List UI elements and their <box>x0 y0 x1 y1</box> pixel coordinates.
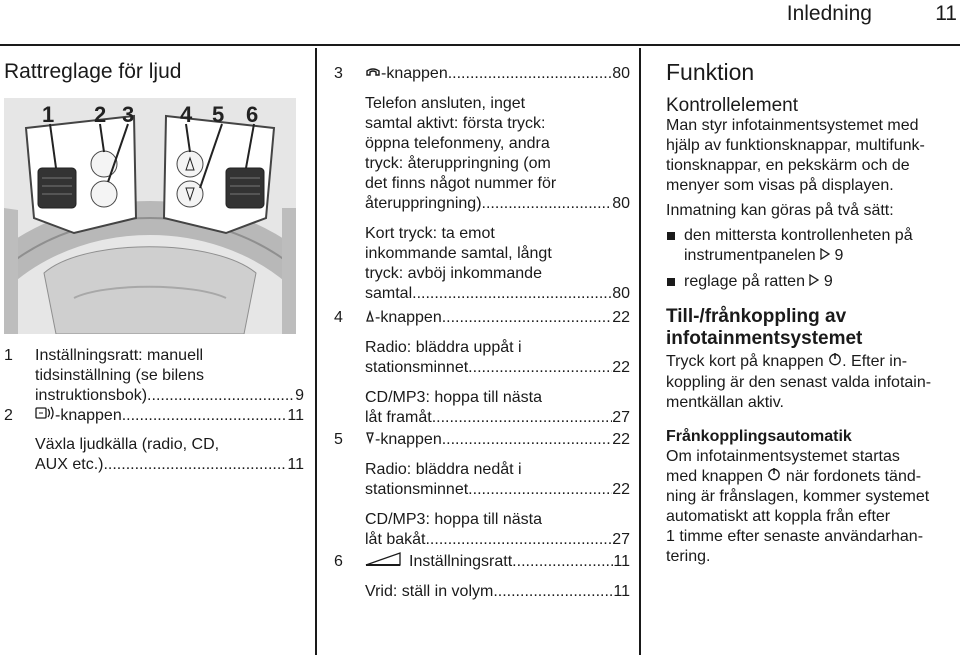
figure-label-2: 2 <box>94 102 107 127</box>
section-title-controls: Rattreglage för ljud <box>4 60 182 83</box>
para-5a <box>365 460 630 500</box>
para-line: ning är frånslagen, kommer systemet <box>666 487 930 505</box>
subheading-line: Till-/frånkoppling av <box>666 306 847 328</box>
page-ref[interactable]: 11 <box>613 553 630 570</box>
para-line: samtal aktivt: första tryck: <box>365 115 546 132</box>
para-line: tering. <box>666 547 711 565</box>
phone-icon <box>365 64 381 84</box>
legend-text: AUX etc.) <box>35 456 104 473</box>
page-ref[interactable]: 9 <box>295 387 304 404</box>
bullet-line: den mittersta kontrollenheten på <box>684 227 913 244</box>
para-line: öppna telefonmeny, andra <box>365 135 550 152</box>
para-6 <box>365 582 630 602</box>
item-6 <box>334 552 630 572</box>
figure-label-4: 4 <box>180 102 193 127</box>
para-line: samtal <box>365 285 413 302</box>
para-line: Om infotainmentsystemet startas <box>666 447 900 465</box>
chapter-title: Inledning <box>786 2 872 25</box>
para-line: CD/MP3: hoppa till nästa <box>365 511 542 528</box>
page-header <box>0 0 960 46</box>
page-ref[interactable]: 80 <box>612 65 630 82</box>
page-ref[interactable]: 22 <box>612 359 630 376</box>
left-legend <box>4 346 304 475</box>
legend-item-2 <box>4 406 304 426</box>
para-line: menyer som visas på displayen. <box>666 177 894 194</box>
bullet-item <box>666 226 956 266</box>
subheading-controls: Kontrollelement <box>666 95 799 116</box>
para-line: tryck: avböj inkommande <box>365 265 542 282</box>
para-line: koppling är den senast valda infotain- <box>666 373 932 391</box>
reference-arrow-icon <box>820 246 830 266</box>
legend-text: -knappen <box>55 407 122 424</box>
para-line: inkommande samtal, långt <box>365 245 552 262</box>
column-divider-left <box>315 48 317 655</box>
para-4b <box>365 388 630 428</box>
down-arrow-icon <box>365 430 375 450</box>
para-line: tryck: återuppringning (om <box>365 155 551 172</box>
para-line: när fordonets tänd- <box>785 467 922 485</box>
item-label: -knappen <box>375 309 442 326</box>
para-line: Telefon ansluten, inget <box>365 95 526 112</box>
legend-number: 1 <box>4 347 13 364</box>
subheading-onoff <box>666 306 956 350</box>
subheading-auto-off: Frånkopplingsautomatik <box>666 427 852 445</box>
para-line: stationsminnet <box>365 359 469 376</box>
legend-item-1 <box>4 346 304 406</box>
item-5 <box>334 430 630 450</box>
para-auto-off <box>666 447 956 567</box>
para-input: Inmatning kan göras på två sätt: <box>666 202 894 219</box>
para-line: CD/MP3: hoppa till nästa <box>365 389 542 406</box>
para-line: Radio: bläddra nedåt i <box>365 461 522 478</box>
legend-text: instruktionsbok) <box>35 387 148 404</box>
figure-label-6: 6 <box>246 102 259 127</box>
item-number: 4 <box>334 309 343 326</box>
page-ref[interactable]: 9 <box>834 247 844 265</box>
page-ref[interactable]: 27 <box>612 531 630 548</box>
para-3a <box>365 94 630 214</box>
item-label: Inställningsratt <box>409 553 513 570</box>
para-line: automatiskt att koppla från efter <box>666 507 891 525</box>
page-ref[interactable]: 27 <box>612 409 630 426</box>
item-label: -knappen <box>381 65 448 82</box>
left-column <box>4 62 304 82</box>
bullet-line: instrumentpanelen <box>684 247 816 265</box>
legend-item-2-desc <box>4 435 304 475</box>
para-line: tionsknappar, en pekskärm och de <box>666 157 910 174</box>
legend-text: Inställningsratt: manuell <box>35 347 204 364</box>
bullet-line: reglage på ratten <box>684 273 805 291</box>
page-ref[interactable]: 11 <box>613 583 630 600</box>
para-5b <box>365 510 630 550</box>
page-ref[interactable]: 11 <box>287 456 304 473</box>
para-line: det finns något nummer för <box>365 175 557 192</box>
para-line: återuppringning) <box>365 195 482 212</box>
middle-column <box>334 64 630 602</box>
volume-wheel-icon <box>365 552 401 572</box>
para-line: Kort tryck: ta emot <box>365 225 495 242</box>
page-ref[interactable]: 80 <box>612 195 630 212</box>
para-line: mentkällan aktiv. <box>666 393 784 411</box>
para-controls <box>666 116 956 196</box>
item-label: -knappen <box>375 431 442 448</box>
right-column <box>666 59 956 567</box>
steering-wheel-illustration <box>4 98 296 334</box>
page-ref[interactable]: 11 <box>287 407 304 424</box>
header-rule <box>0 44 960 46</box>
para-line: stationsminnet <box>365 481 469 498</box>
page-ref[interactable]: 9 <box>823 273 833 291</box>
page-ref[interactable]: 22 <box>612 309 630 326</box>
para-line: låt framåt <box>365 409 432 426</box>
legend-number: 2 <box>4 407 13 424</box>
figure-label-3: 3 <box>122 102 135 127</box>
source-button-icon <box>35 406 55 426</box>
bullet-item <box>666 272 956 292</box>
up-arrow-icon <box>365 308 375 328</box>
para-line: 1 timme efter senaste användarhan- <box>666 527 924 545</box>
item-number: 5 <box>334 431 343 448</box>
page-number: 11 <box>935 2 957 25</box>
column-divider-right <box>639 48 641 655</box>
figure-label-5: 5 <box>212 102 225 127</box>
para-4a <box>365 338 630 378</box>
para-line: Tryck kort på knappen <box>666 353 824 371</box>
steering-wheel-figure <box>4 98 296 334</box>
page-ref[interactable]: 22 <box>612 431 630 448</box>
para-onoff <box>666 352 956 412</box>
para-3b <box>365 224 630 304</box>
page-ref[interactable]: 80 <box>612 285 630 302</box>
para-line: . Efter in- <box>842 353 908 371</box>
figure-label-1: 1 <box>42 102 55 127</box>
para-line: med knappen <box>666 467 763 485</box>
power-icon <box>767 467 781 487</box>
power-icon <box>828 352 842 372</box>
para-line: låt bakåt <box>365 531 426 548</box>
function-title: Funktion <box>666 59 755 85</box>
item-3 <box>334 64 630 84</box>
page-ref[interactable]: 22 <box>612 481 630 498</box>
item-4 <box>334 308 630 328</box>
legend-text: Växla ljudkälla (radio, CD, <box>35 436 220 453</box>
para-line: hjälp av funktionsknappar, multifunk- <box>666 137 925 154</box>
reference-arrow-icon <box>809 272 819 292</box>
item-number: 6 <box>334 553 343 570</box>
para-line: Man styr infotainmentsystemet med <box>666 117 919 134</box>
item-number: 3 <box>334 65 343 82</box>
legend-text: tidsinställning (se bilens <box>35 367 204 384</box>
para-line: Vrid: ställ in volym <box>365 583 494 600</box>
para-line: Radio: bläddra uppåt i <box>365 339 522 356</box>
subheading-line: infotainmentsystemet <box>666 328 863 350</box>
